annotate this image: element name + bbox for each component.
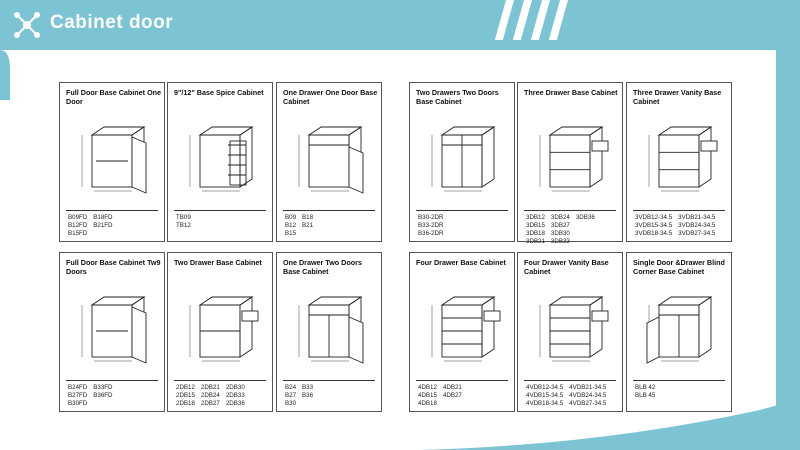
model-code-list (285, 214, 381, 238)
model-code: 3VDB18-34.5 (635, 230, 673, 238)
model-code-list (635, 384, 731, 400)
cabinet-title: Full Door Base Cabinet Tw9 Doors (66, 258, 161, 276)
model-code: BLB 45 (635, 392, 656, 400)
model-code: 3VDB27-34.5 (678, 230, 716, 238)
model-code (576, 222, 595, 230)
model-code: B33FD (93, 384, 113, 391)
model-code: B15 (285, 230, 297, 238)
spice-cabinet-icon (178, 113, 264, 203)
model-code: 4DB12 (418, 384, 437, 391)
model-code: 2DB15 (176, 392, 195, 400)
two-drawer-icon (178, 283, 264, 373)
cabinet-title: Three Drawer Vanity Base Cabinet (633, 88, 722, 106)
divider (633, 380, 725, 381)
divider (283, 210, 375, 211)
model-code: TB09 (176, 214, 191, 221)
model-code: 2DB18 (176, 400, 195, 408)
model-code (576, 230, 595, 238)
model-code: 2DB24 (200, 392, 220, 400)
model-code: B27 (285, 392, 297, 400)
model-code: 3VDB24-34.5 (678, 222, 716, 230)
divider (283, 380, 375, 381)
three-drawer-vanity-icon (637, 113, 723, 203)
model-code-list (526, 214, 622, 246)
divider (66, 210, 158, 211)
model-code: B33 (302, 384, 314, 391)
model-code-list (176, 384, 272, 408)
model-code: 3DB30 (550, 230, 570, 238)
cabinet-card (626, 82, 732, 242)
cabinet-title: One Drawer Two Doors Base Cabinet (283, 258, 362, 276)
model-code (576, 238, 595, 246)
cabinet-title: One Drawer One Door Base Cabinet (283, 88, 378, 106)
one-drawer-one-door-icon (287, 113, 373, 203)
full-door-base-cabinet-icon (70, 113, 156, 203)
model-code: 4DB27 (442, 392, 462, 400)
divider (174, 380, 266, 381)
right-accent-band (776, 50, 800, 450)
model-code: B09FD (68, 214, 88, 221)
divider (416, 210, 508, 211)
model-code-list (526, 384, 622, 408)
cabinet-card (409, 252, 515, 412)
four-drawer-vanity-icon (528, 283, 614, 373)
model-code: 4DB18 (418, 400, 437, 408)
model-code: B21 (302, 222, 314, 230)
cabinet-card (167, 82, 273, 242)
model-code: 3DB18 (526, 230, 545, 238)
model-code-list (418, 214, 514, 238)
cabinet-title: Two Drawers Two Doors Base Cabinet (416, 88, 499, 106)
model-code: B24 (285, 384, 297, 391)
model-code: 3DB24 (550, 214, 570, 221)
model-code: B36FD (93, 392, 113, 400)
cabinet-card (276, 82, 382, 242)
divider (174, 210, 266, 211)
model-code: B15FD (68, 230, 88, 238)
model-code: TB12 (176, 222, 191, 230)
model-code: 4VDB15-34.5 (526, 392, 564, 400)
cabinet-title: Three Drawer Base Cabinet (524, 88, 618, 97)
model-code: 3VDB15-34.5 (635, 222, 673, 230)
model-code: 3DB12 (526, 214, 545, 221)
divider (524, 210, 616, 211)
divider (633, 210, 725, 211)
cabinet-card (59, 82, 165, 242)
model-code: 3DB33 (550, 238, 570, 246)
model-code: 3DB36 (575, 214, 595, 221)
cabinet-title: Single Door &Drawer Blind Corner Base Cabinet (633, 258, 725, 276)
model-code-list (68, 384, 164, 408)
model-code: 3VDB21-34.5 (678, 214, 716, 221)
divider (416, 380, 508, 381)
model-code: 3VDB12-34.5 (635, 214, 673, 221)
network-logo-icon (12, 10, 42, 40)
cabinet-card (59, 252, 165, 412)
cabinet-card (626, 252, 732, 412)
page-title: Cabinet door (50, 12, 174, 33)
model-code-list (176, 214, 272, 230)
model-code: 2DB33 (225, 392, 245, 400)
cabinet-title: Four Drawer Vanity Base Cabinet (524, 258, 609, 276)
model-code: 3DB21 (526, 238, 545, 246)
cabinet-card (276, 252, 382, 412)
model-code-list (68, 214, 164, 238)
model-code: 2DB36 (225, 400, 245, 408)
four-drawer-icon (420, 283, 506, 373)
model-code-list (285, 384, 381, 408)
model-code: B36 (302, 392, 314, 400)
divider (524, 380, 616, 381)
full-door-two-doors-icon (70, 283, 156, 373)
model-code: B30FD (68, 400, 88, 408)
model-code: B30 (285, 400, 297, 408)
cabinet-title: Four Drawer Base Cabinet (416, 258, 506, 267)
divider (66, 380, 158, 381)
cabinet-card (517, 252, 623, 412)
model-code: 4VDB12-34.5 (526, 384, 564, 391)
model-code: B36-2DR (418, 230, 444, 238)
model-code: B12FD (68, 222, 88, 230)
model-code: 4VDB24-34.5 (569, 392, 607, 400)
model-code: B24FD (68, 384, 88, 391)
cabinet-card (167, 252, 273, 412)
model-code: B09 (285, 214, 297, 221)
cabinet-title: 9"/12" Base Spice Cabinet (174, 88, 264, 97)
one-drawer-two-doors-icon (287, 283, 373, 373)
model-code: B30-2DR (418, 214, 444, 221)
model-code: 4VDB27-34.5 (569, 400, 607, 408)
model-code-list (418, 384, 514, 408)
cabinet-card (517, 82, 623, 246)
two-drawers-two-doors-icon (420, 113, 506, 203)
model-code: 4VDB18-34.5 (526, 400, 564, 408)
cabinet-card (409, 82, 515, 242)
model-code: 4DB21 (442, 384, 462, 391)
cabinet-title: Full Door Base Cabinet One Door (66, 88, 162, 106)
model-code: B18 (302, 214, 314, 221)
blind-corner-icon (637, 283, 723, 373)
model-code: B33-2DR (418, 222, 444, 230)
model-code: B18FD (93, 214, 113, 221)
model-code: BLB 42 (635, 384, 656, 391)
three-drawer-icon (528, 113, 614, 203)
model-code: 4DB15 (418, 392, 437, 400)
model-code: 2DB12 (176, 384, 195, 391)
model-code: 3DB27 (550, 222, 570, 230)
model-code: B27FD (68, 392, 88, 400)
model-code-list (635, 214, 731, 238)
model-code: B21FD (93, 222, 113, 230)
model-code: 4VDB21-34.5 (569, 384, 607, 391)
model-code: 3DB15 (526, 222, 545, 230)
model-code: 2DB27 (200, 400, 220, 408)
model-code: 2DB30 (225, 384, 245, 391)
model-code: B12 (285, 222, 297, 230)
cabinet-title: Two Drawer Base Cabinet (174, 258, 262, 267)
model-code: 2DB21 (200, 384, 220, 391)
